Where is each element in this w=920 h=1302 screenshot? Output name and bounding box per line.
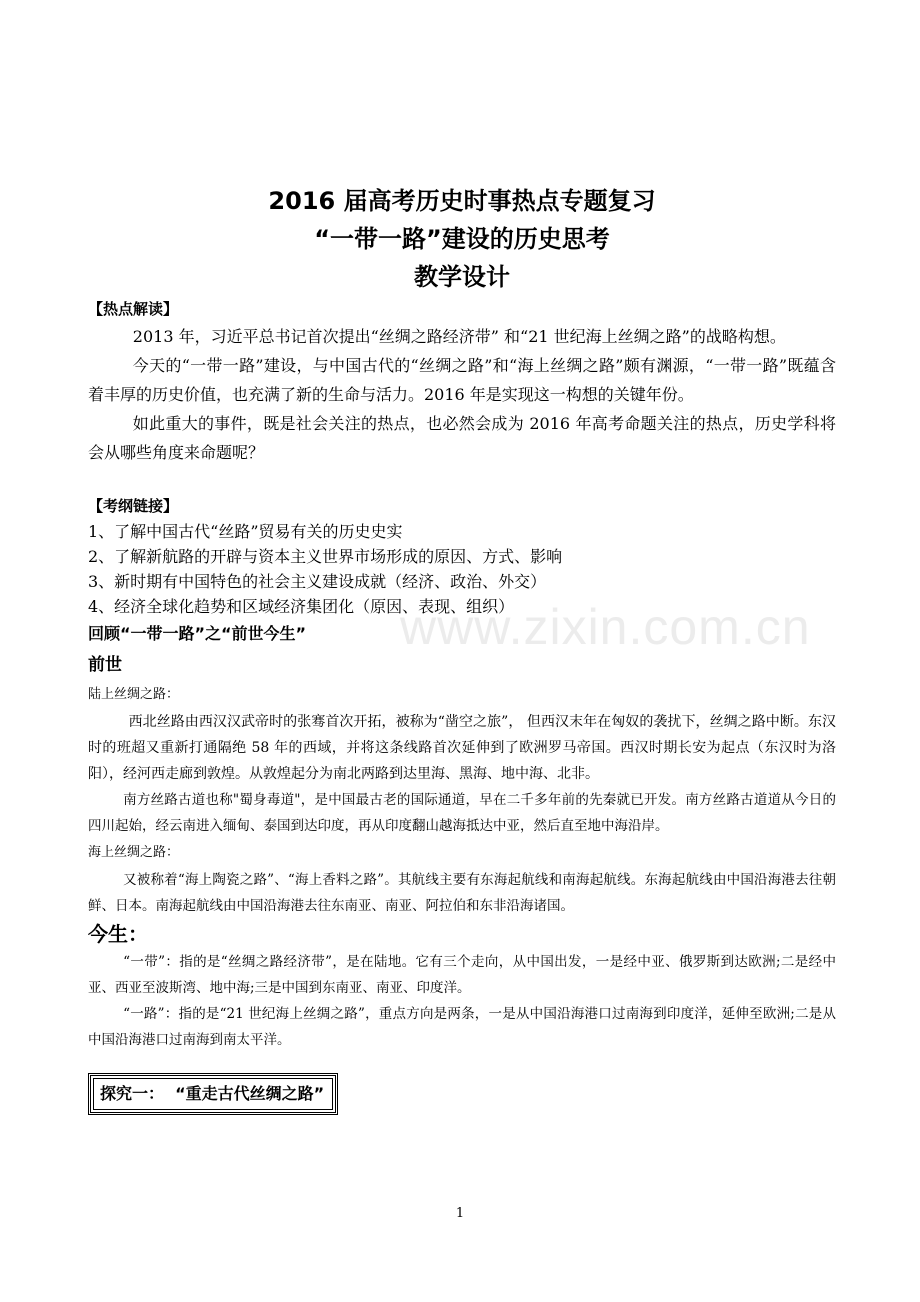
hotspot-paragraph: 如此重大的事件，既是社会关注的热点，也必然会成为 2016 年高考命题关注的热点，历史学科将会从哪些角度来命题呢？ [88, 414, 836, 462]
document-content [88, 182, 836, 1115]
syllabus-heading: 【考纲链接】 [88, 497, 179, 515]
explore-box-label: 探究一： “重走古代丝绸之路” [93, 1078, 333, 1110]
past-heading: 前世 [88, 655, 122, 675]
land-route-label: 陆上丝绸之路： [88, 687, 180, 702]
syllabus-item: 4、经济全球化趋势和区域经济集团化（原因、表现、组织） [88, 597, 515, 616]
hotspot-heading: 【热点解读】 [88, 300, 179, 318]
watermark: www.zixin.com.cn [400, 599, 811, 655]
review-heading: 回顾“一带一路”之“前世今生” [88, 624, 307, 643]
sea-route-label: 海上丝绸之路： [88, 845, 180, 860]
belt-paragraph: “一带”：指的是“丝绸之路经济带”，是在陆地。它有三个走向，从中国出发，一是经中亚、俄罗斯到达欧洲;二是经中亚、西亚至波斯湾、地中海;三是中国到东南亚、南亚、印度洋。 [88, 954, 836, 996]
explore-box [88, 1073, 338, 1115]
southern-route-paragraph: 南方丝路古道也称"蜀身毒道"，是中国最古老的国际通道，早在二千多年前的先秦就已开发。南方丝路古道道从今日的四川起始，经云南进入缅甸、泰国到达印度，再从印度翻山越海抵达中亚，然后直至地中海沿岸。 [88, 792, 836, 834]
syllabus-item: 1、了解中国古代“丝路”贸易有关的历史史实 [88, 522, 403, 541]
page-number: 1 [455, 1206, 465, 1221]
syllabus-item: 3、新时期有中国特色的社会主义建设成就（经济、政治、外交） [88, 572, 547, 591]
syllabus-item: 2、了解新航路的开辟与资本主义世界市场形成的原因、方式、影响 [88, 547, 563, 566]
road-paragraph: “一路”：指的是“21 世纪海上丝绸之路”，重点方向是两条，一是从中国沿海港口过南海到印度洋，延伸至欧洲;二是从中国沿海港口过南海到南太平洋。 [88, 1006, 836, 1048]
land-route-paragraph: 西北丝路由西汉汉武帝时的张骞首次开拓，被称为“凿空之旅”， 但西汉末年在匈奴的袭扰下，丝绸之路中断。东汉时的班超又重新打通隔绝 58 年的西域，并将这条线路首次延伸到了欧洲罗马帝国。西汉时期长安为起点（东汉时为洛阳），经河西走廊到敦煌。从敦煌起分为南北两路到达里海、黑海、地中海、北非。 [88, 714, 836, 782]
title-line-2: “一带一路”建设的历史思考 [314, 225, 610, 253]
hotspot-paragraph: 今天的“一带一路”建设，与中国古代的“丝绸之路”和“海上丝绸之路”颇有渊源，“一带一路”既蕴含着丰厚的历史价值，也充满了新的生命与活力。2016 年是实现这一构想的关键年份。 [88, 356, 836, 404]
hotspot-paragraph: 2013 年，习近平总书记首次提出“丝绸之路经济带” 和“21 世纪海上丝绸之路”的战略构想。 [132, 327, 786, 346]
present-heading: 今生： [88, 922, 148, 946]
title-line-3: 教学设计 [414, 263, 510, 291]
sea-route-paragraph: 又被称着“海上陶瓷之路”、“海上香料之路”。其航线主要有东海起航线和南海起航线。东海起航线由中国沿海港去往朝鲜、日本。南海起航线由中国沿海港去往东南亚、南亚、阿拉伯和东非沿海诸国。 [88, 872, 836, 914]
title-line-1: 2016 届高考历史时事热点专题复习 [268, 187, 656, 215]
